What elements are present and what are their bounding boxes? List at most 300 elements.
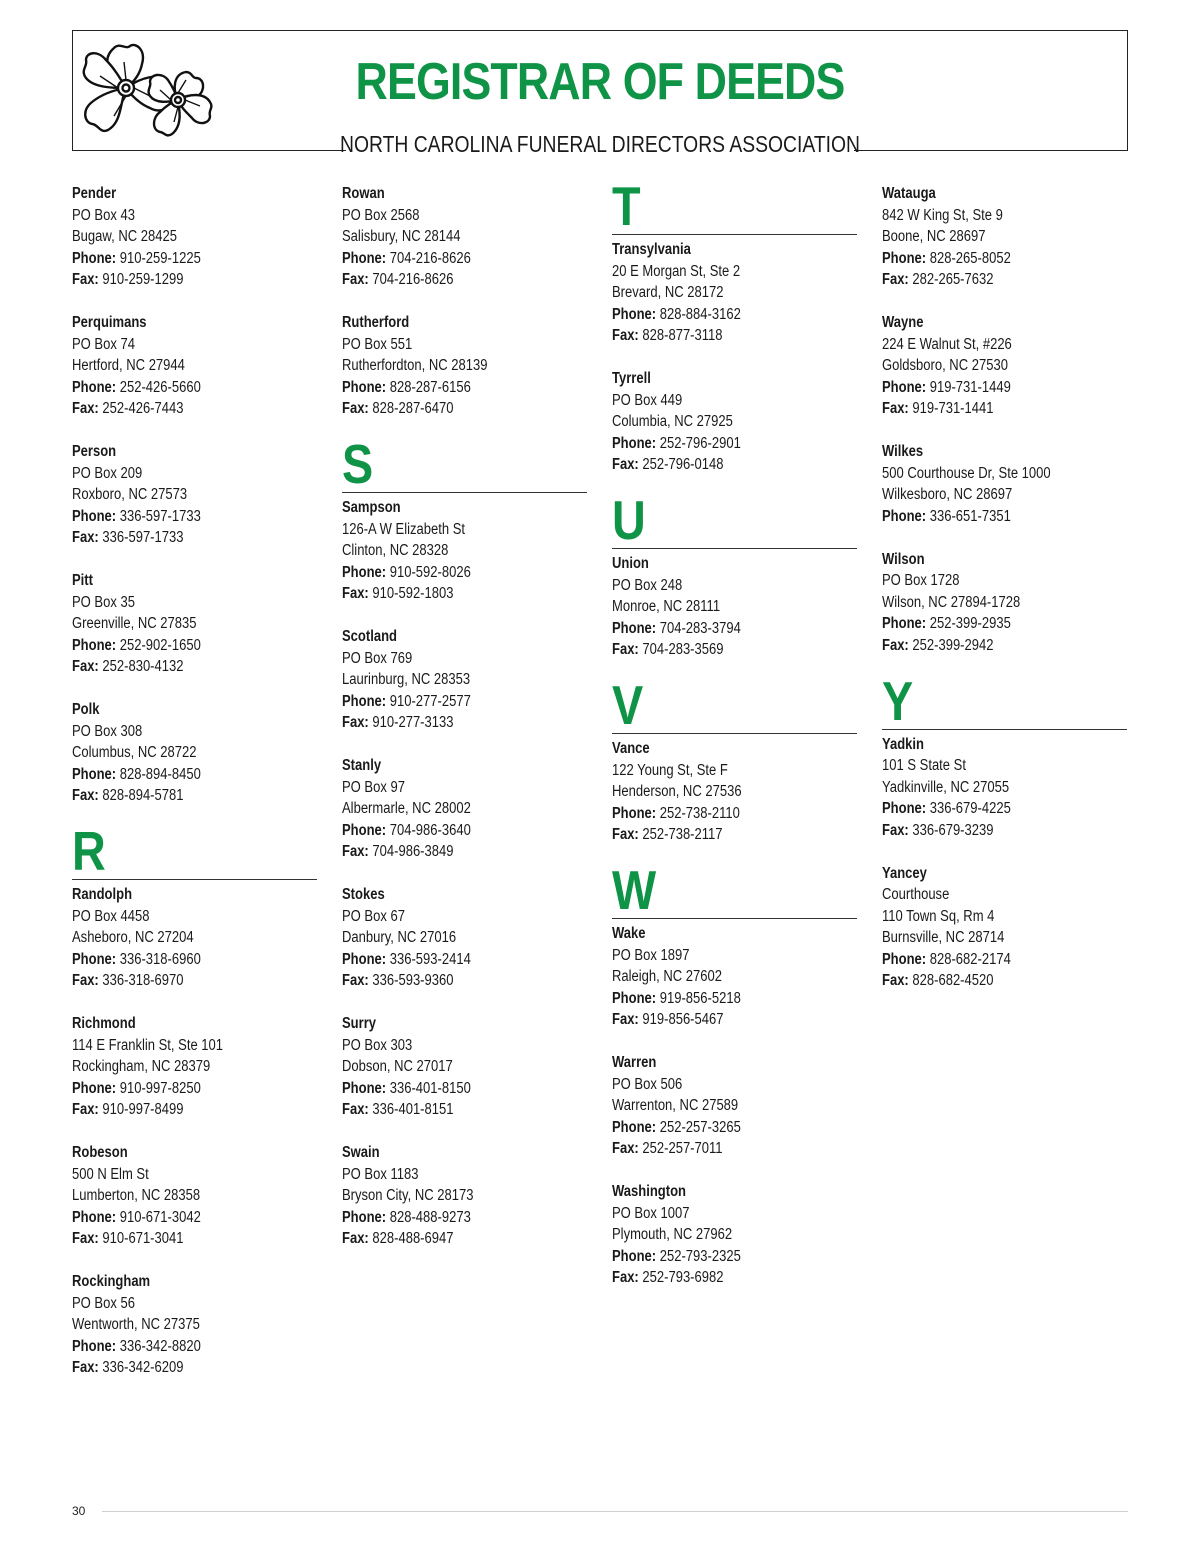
fax-line	[882, 970, 1089, 992]
county-entry	[612, 923, 858, 1031]
county-name: Wilson	[882, 550, 925, 568]
county-name: Person	[72, 443, 117, 460]
county-entry	[342, 1013, 588, 1121]
section-letter-block	[612, 674, 858, 736]
phone-line	[72, 764, 279, 786]
fax-label: Fax:	[342, 585, 369, 602]
phone-label: Phone:	[72, 249, 117, 267]
address-line: 114 E Franklin St, Ste 101	[72, 1036, 224, 1054]
fax-line	[612, 1267, 819, 1289]
phone-label: Phone:	[342, 1079, 387, 1097]
phone-line	[72, 949, 279, 971]
county-name: Stokes	[342, 886, 385, 903]
phone-number: 252-796-2901	[659, 434, 741, 452]
phone-label: Phone:	[882, 800, 927, 817]
county-entry	[882, 312, 1128, 420]
fax-line	[612, 824, 819, 846]
fax-number: 910-259-1299	[102, 271, 184, 288]
address-line: PO Box 2568	[342, 206, 420, 224]
county-entry	[72, 699, 318, 807]
directory-column-1	[72, 183, 318, 1400]
phone-number: 910-997-8250	[119, 1079, 201, 1097]
fax-number: 828-682-4520	[912, 972, 994, 989]
phone-line	[612, 803, 819, 825]
address-line: Asheboro, NC 27204	[72, 929, 194, 946]
fax-line	[342, 583, 549, 605]
address-line: PO Box 74	[72, 335, 135, 353]
address-line: PO Box 1728	[882, 572, 960, 589]
county-entry	[72, 570, 318, 678]
phone-number: 828-488-9273	[389, 1208, 471, 1226]
page-title: REGISTRAR OF DEEDS	[355, 53, 845, 111]
fax-line	[342, 970, 549, 992]
fax-number: 252-830-4132	[102, 658, 184, 675]
phone-label: Phone:	[882, 507, 927, 525]
fax-label: Fax:	[342, 972, 369, 989]
phone-number: 336-679-4225	[929, 800, 1011, 817]
county-entry	[342, 183, 588, 291]
fax-line	[342, 1228, 549, 1250]
section-letter: T	[612, 175, 641, 237]
section-letter: W	[612, 859, 657, 921]
address-line: Wilson, NC 27894-1728	[882, 593, 1021, 611]
county-entry	[342, 312, 588, 420]
address-line: 122 Young St, Ste F	[612, 761, 728, 779]
phone-label: Phone:	[882, 615, 927, 632]
phone-line	[882, 248, 1089, 270]
address-line: 20 E Morgan St, Ste 2	[612, 262, 741, 280]
phone-label: Phone:	[72, 765, 117, 783]
directory-column-4	[882, 183, 1128, 1013]
fax-line	[882, 820, 1089, 842]
phone-label: Phone:	[72, 636, 117, 654]
county-entry	[342, 884, 588, 992]
fax-label: Fax:	[72, 658, 99, 675]
fax-number: 828-877-3118	[642, 327, 723, 344]
fax-number: 252-257-7011	[642, 1140, 723, 1157]
phone-label: Phone:	[342, 563, 387, 581]
phone-label: Phone:	[612, 434, 657, 452]
phone-label: Phone:	[72, 378, 117, 396]
address-line: Plymouth, NC 27962	[612, 1226, 733, 1243]
directory-column-2	[342, 183, 588, 1271]
page-number: 30	[72, 1504, 86, 1518]
fax-label: Fax:	[72, 1359, 99, 1376]
phone-line	[342, 820, 549, 842]
page-subtitle: NORTH CAROLINA FUNERAL DIRECTORS ASSOCIATION	[340, 131, 860, 157]
phone-line	[342, 1078, 549, 1100]
address-line: Goldsboro, NC 27530	[882, 357, 1008, 374]
fax-label: Fax:	[342, 1230, 369, 1247]
county-name: Polk	[72, 701, 100, 718]
phone-label: Phone:	[72, 1208, 117, 1226]
phone-number: 252-426-5660	[119, 378, 201, 396]
phone-number: 336-651-7351	[929, 507, 1011, 525]
phone-line	[342, 691, 549, 713]
county-name: Surry	[342, 1015, 377, 1032]
county-name: Union	[612, 555, 649, 572]
phone-label: Phone:	[612, 1118, 657, 1136]
fax-label: Fax:	[342, 271, 369, 288]
phone-line	[72, 635, 279, 657]
address-line: 126-A W Elizabeth St	[342, 520, 466, 538]
county-entry	[882, 734, 1128, 842]
fax-label: Fax:	[342, 400, 369, 417]
fax-number: 336-318-6970	[102, 972, 184, 989]
phone-label: Phone:	[612, 619, 657, 637]
phone-line	[72, 1078, 279, 1100]
county-entry	[612, 239, 858, 347]
phone-number: 336-318-6960	[119, 950, 201, 968]
section-letter-block	[612, 859, 858, 921]
phone-label: Phone:	[72, 1079, 117, 1097]
section-letter-block	[612, 489, 858, 551]
address-line: 500 N Elm St	[72, 1165, 149, 1183]
address-line: Lumberton, NC 28358	[72, 1187, 201, 1204]
fax-number: 828-488-6947	[372, 1230, 454, 1247]
phone-line	[612, 988, 819, 1010]
phone-label: Phone:	[342, 821, 387, 839]
section-rule	[72, 879, 317, 880]
fax-line	[342, 1099, 549, 1121]
fax-number: 336-593-9360	[372, 972, 454, 989]
address-line: Columbus, NC 28722	[72, 744, 197, 761]
fax-line	[72, 398, 279, 420]
fax-number: 336-401-8151	[372, 1101, 454, 1118]
fax-number: 828-894-5781	[102, 787, 184, 804]
address-line: Roxboro, NC 27573	[72, 486, 188, 503]
phone-line	[72, 1336, 279, 1358]
section-letter: Y	[882, 669, 914, 732]
section-rule	[342, 492, 587, 493]
county-name: Warren	[612, 1054, 657, 1071]
fax-line	[72, 1357, 279, 1379]
fax-label: Fax:	[612, 1011, 639, 1028]
county-entry	[72, 1013, 318, 1121]
address-line: PO Box 209	[72, 464, 143, 482]
county-entry	[612, 553, 858, 661]
section-letter-block	[612, 175, 858, 237]
county-name: Watauga	[882, 185, 936, 202]
address-line: Warrenton, NC 27589	[612, 1097, 739, 1114]
address-line: PO Box 308	[72, 722, 143, 740]
phone-label: Phone:	[72, 1337, 117, 1355]
address-line: Laurinburg, NC 28353	[342, 671, 471, 688]
county-entry	[72, 1142, 318, 1250]
fax-number: 919-856-5467	[642, 1011, 724, 1028]
phone-line	[612, 618, 819, 640]
county-entry	[72, 183, 318, 291]
phone-label: Phone:	[342, 1208, 387, 1226]
county-name: Swain	[342, 1144, 380, 1161]
address-line: PO Box 1007	[612, 1204, 690, 1222]
fax-number: 704-283-3569	[642, 641, 724, 658]
fax-label: Fax:	[72, 271, 99, 288]
county-name: Tyrrell	[612, 370, 651, 387]
phone-line	[342, 248, 549, 270]
fax-line	[342, 841, 549, 863]
fax-number: 282-265-7632	[912, 271, 994, 288]
fax-label: Fax:	[882, 636, 909, 654]
county-name: Yadkin	[882, 735, 924, 753]
fax-label: Fax:	[72, 400, 99, 417]
address-line: 101 S State St	[882, 757, 966, 774]
county-name: Transylvania	[612, 241, 691, 258]
fax-line	[72, 527, 279, 549]
county-entry	[72, 1271, 318, 1379]
county-name: Wayne	[882, 314, 924, 331]
fax-line	[72, 269, 279, 291]
county-name: Perquimans	[72, 314, 147, 331]
address-line: 110 Town Sq, Rm 4	[882, 907, 995, 925]
phone-label: Phone:	[882, 950, 927, 968]
fax-number: 252-793-6982	[642, 1269, 724, 1286]
fax-line	[72, 1099, 279, 1121]
county-name: Scotland	[342, 628, 397, 645]
phone-number: 252-902-1650	[119, 636, 201, 654]
phone-number: 336-593-2414	[389, 950, 471, 968]
address-line: PO Box 449	[612, 391, 683, 409]
county-entry	[342, 497, 588, 605]
phone-number: 828-265-8052	[929, 249, 1011, 267]
section-rule	[612, 733, 857, 734]
phone-label: Phone:	[342, 950, 387, 968]
county-entry	[612, 1052, 858, 1160]
phone-number: 252-399-2935	[929, 615, 1011, 632]
phone-number: 919-856-5218	[659, 989, 741, 1007]
section-letter-block	[882, 669, 1128, 732]
fax-line	[72, 656, 279, 678]
phone-line	[612, 1117, 819, 1139]
fax-label: Fax:	[882, 972, 909, 989]
address-line: PO Box 248	[612, 576, 683, 594]
section-letter: V	[612, 674, 644, 736]
address-line: 500 Courthouse Dr, Ste 1000	[882, 464, 1051, 482]
fax-label: Fax:	[882, 271, 909, 288]
phone-line	[72, 248, 279, 270]
fax-line	[882, 635, 1089, 657]
address-line: Danbury, NC 27016	[342, 929, 457, 946]
address-line: PO Box 303	[342, 1036, 413, 1054]
phone-line	[342, 377, 549, 399]
county-name: Wilkes	[882, 443, 924, 460]
phone-line	[612, 304, 819, 326]
address-line: Bryson City, NC 28173	[342, 1187, 474, 1204]
fax-label: Fax:	[342, 843, 369, 860]
phone-line	[612, 1246, 819, 1268]
address-line: PO Box 97	[342, 778, 405, 796]
directory-column-3	[612, 175, 858, 1310]
phone-line	[342, 562, 549, 584]
address-line: Wilkesboro, NC 28697	[882, 486, 1013, 503]
address-line: PO Box 506	[612, 1075, 683, 1093]
fax-line	[612, 1138, 819, 1160]
fax-label: Fax:	[72, 529, 99, 546]
fax-line	[882, 269, 1089, 291]
county-name: Sampson	[342, 499, 401, 516]
county-name: Richmond	[72, 1015, 136, 1032]
phone-number: 336-597-1733	[119, 507, 201, 525]
phone-line	[882, 949, 1089, 971]
county-name: Wake	[612, 925, 646, 942]
address-line: Yadkinville, NC 27055	[882, 778, 1010, 796]
section-letter: S	[342, 433, 374, 495]
phone-number: 336-342-8820	[119, 1337, 201, 1355]
fax-label: Fax:	[72, 1101, 99, 1118]
fax-label: Fax:	[612, 1269, 639, 1286]
fax-line	[612, 639, 819, 661]
fax-number: 828-287-6470	[372, 400, 454, 417]
county-name: Pender	[72, 185, 117, 202]
address-line: PO Box 1183	[342, 1165, 419, 1183]
address-line: Boone, NC 28697	[882, 228, 986, 245]
address-line: Courthouse	[882, 886, 950, 903]
section-rule	[882, 729, 1127, 730]
fax-label: Fax:	[612, 641, 639, 658]
county-entry	[882, 863, 1128, 992]
phone-number: 910-259-1225	[119, 249, 201, 267]
address-line: Greenville, NC 27835	[72, 615, 197, 632]
fax-number: 252-738-2117	[642, 826, 723, 843]
address-line: PO Box 1897	[612, 946, 690, 964]
fax-number: 704-216-8626	[372, 271, 454, 288]
fax-number: 252-399-2942	[912, 636, 994, 654]
county-entry	[612, 1181, 858, 1289]
phone-label: Phone:	[72, 507, 117, 525]
fax-number: 910-671-3041	[102, 1230, 184, 1247]
address-line: PO Box 56	[72, 1294, 135, 1312]
phone-number: 828-884-3162	[659, 305, 741, 323]
county-entry	[882, 441, 1128, 527]
address-line: PO Box 769	[342, 649, 413, 667]
phone-number: 828-287-6156	[389, 378, 471, 396]
address-line: Albermarle, NC 28002	[342, 800, 471, 817]
fax-label: Fax:	[882, 821, 909, 839]
footer-rule	[102, 1511, 1128, 1512]
county-name: Stanly	[342, 757, 382, 774]
fax-line	[72, 970, 279, 992]
address-line: Salisbury, NC 28144	[342, 228, 461, 245]
county-entry	[882, 549, 1128, 657]
county-entry	[342, 1142, 588, 1250]
county-entry	[612, 738, 858, 846]
fax-label: Fax:	[72, 972, 99, 989]
address-line: Raleigh, NC 27602	[612, 968, 723, 985]
county-entry	[342, 755, 588, 863]
address-line: PO Box 35	[72, 593, 135, 611]
county-entry	[342, 626, 588, 734]
fax-number: 910-277-3133	[372, 714, 454, 731]
phone-number: 828-894-8450	[119, 765, 201, 783]
county-name: Pitt	[72, 572, 93, 589]
phone-line	[612, 433, 819, 455]
section-rule	[612, 234, 857, 235]
address-line: Rutherfordton, NC 28139	[342, 357, 488, 374]
fax-number: 336-679-3239	[912, 821, 994, 839]
phone-number: 828-682-2174	[929, 950, 1011, 968]
fax-label: Fax:	[612, 1140, 639, 1157]
section-letter: U	[612, 489, 646, 551]
section-rule	[612, 548, 857, 549]
fax-line	[342, 398, 549, 420]
phone-number: 704-986-3640	[389, 821, 471, 839]
address-line: Wentworth, NC 27375	[72, 1316, 200, 1333]
fax-line	[612, 325, 819, 347]
phone-number: 336-401-8150	[389, 1079, 471, 1097]
fax-line	[882, 398, 1089, 420]
fax-label: Fax:	[342, 714, 369, 731]
phone-line	[342, 949, 549, 971]
address-line: Columbia, NC 27925	[612, 413, 733, 430]
address-line: Henderson, NC 27536	[612, 783, 742, 800]
phone-label: Phone:	[612, 989, 657, 1007]
address-line: Clinton, NC 28328	[342, 542, 449, 559]
phone-line	[882, 613, 1089, 635]
address-line: 842 W King St, Ste 9	[882, 206, 1003, 224]
county-entry	[612, 368, 858, 476]
section-letter: R	[72, 820, 106, 882]
phone-line	[882, 798, 1089, 820]
county-name: Vance	[612, 740, 650, 757]
phone-label: Phone:	[882, 249, 927, 267]
section-letter-block	[72, 820, 318, 882]
fax-number: 919-731-1441	[912, 400, 994, 417]
phone-number: 910-671-3042	[119, 1208, 201, 1226]
fax-number: 336-597-1733	[102, 529, 184, 546]
phone-label: Phone:	[342, 249, 387, 267]
phone-label: Phone:	[72, 950, 117, 968]
fax-number: 910-997-8499	[102, 1101, 184, 1118]
address-line: Burnsville, NC 28714	[882, 929, 1005, 946]
address-line: PO Box 67	[342, 907, 405, 925]
phone-label: Phone:	[612, 305, 657, 323]
county-name: Rowan	[342, 185, 385, 202]
fax-label: Fax:	[72, 787, 99, 804]
fax-label: Fax:	[612, 826, 639, 843]
phone-number: 252-257-3265	[659, 1118, 741, 1136]
fax-line	[342, 269, 549, 291]
phone-line	[72, 1207, 279, 1229]
fax-number: 252-426-7443	[102, 400, 184, 417]
address-line: PO Box 551	[342, 335, 413, 353]
phone-line	[882, 506, 1089, 528]
county-name: Rockingham	[72, 1273, 151, 1290]
address-line: PO Box 43	[72, 206, 135, 224]
section-letter-block	[342, 433, 588, 495]
fax-number: 704-986-3849	[372, 843, 454, 860]
address-line: 224 E Walnut St, #226	[882, 335, 1012, 353]
phone-number: 910-592-8026	[389, 563, 471, 581]
phone-label: Phone:	[882, 378, 927, 396]
fax-line	[72, 785, 279, 807]
phone-line	[882, 377, 1089, 399]
county-entry	[72, 441, 318, 549]
fax-number: 910-592-1803	[372, 585, 454, 602]
phone-number: 910-277-2577	[389, 692, 471, 710]
fax-line	[612, 454, 819, 476]
phone-number: 252-793-2325	[659, 1247, 741, 1265]
fax-line	[612, 1009, 819, 1031]
county-name: Randolph	[72, 886, 133, 903]
address-line: Hertford, NC 27944	[72, 357, 185, 374]
address-line: Monroe, NC 28111	[612, 598, 721, 615]
county-entry	[882, 183, 1128, 291]
fax-line	[342, 712, 549, 734]
address-line: Dobson, NC 27017	[342, 1058, 453, 1075]
fax-label: Fax:	[612, 327, 639, 344]
phone-line	[72, 377, 279, 399]
address-line: PO Box 4458	[72, 907, 150, 925]
